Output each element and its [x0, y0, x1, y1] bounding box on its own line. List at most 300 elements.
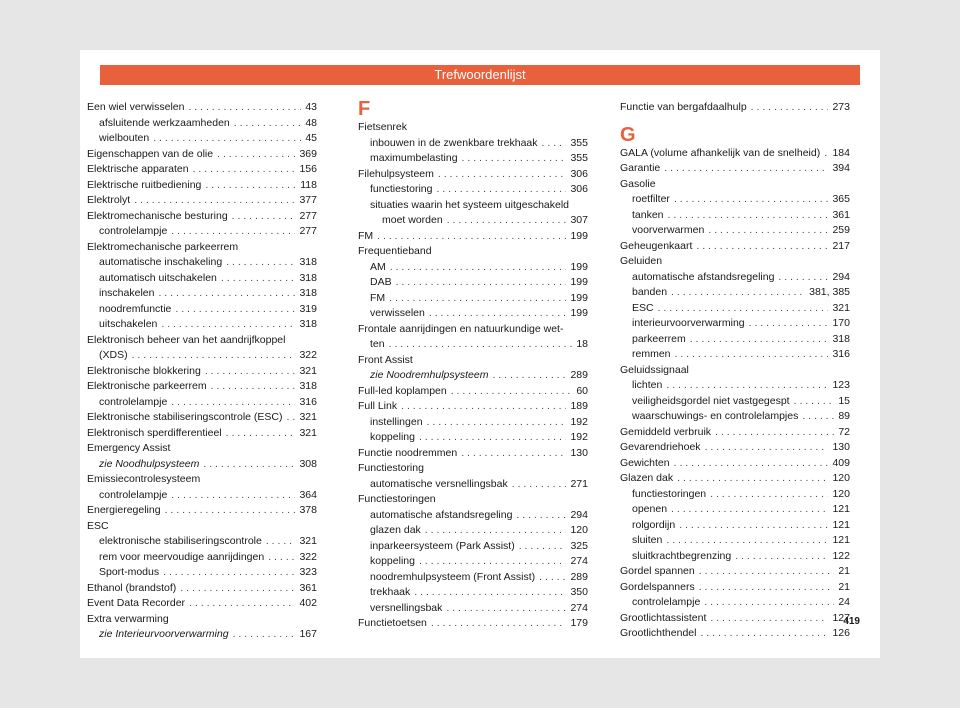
entry-page: 15: [838, 394, 850, 407]
entry-page: 127: [832, 611, 850, 624]
entry-term: situaties waarin het systeem uitgeschakeld: [370, 198, 570, 211]
entry-page: 318: [299, 256, 317, 268]
index-entry: [358, 291, 588, 307]
index-entry: [87, 565, 317, 581]
leader-dots: [690, 332, 829, 348]
leader-dots: [542, 136, 567, 152]
entry-term: Geluiden: [620, 255, 663, 267]
index-entry: [358, 446, 588, 462]
entry-page: 179: [570, 617, 588, 629]
index-entry: [87, 472, 317, 488]
entry-page: 24: [838, 596, 850, 608]
leader-dots: [205, 178, 296, 194]
index-entry: [87, 519, 317, 535]
leader-dots: [436, 182, 566, 198]
entry-page: 274: [570, 601, 588, 614]
entry-page: 120: [832, 487, 850, 500]
entry-term: Elektronische parkeerrem: [87, 380, 207, 392]
entry-page: 21: [838, 565, 850, 577]
index-entry: [87, 550, 317, 566]
index-entry: [620, 533, 850, 549]
leader-dots: [715, 425, 834, 441]
index-entry: [358, 306, 588, 322]
entry-page: 217: [832, 239, 850, 252]
leader-dots: [158, 286, 295, 302]
leader-dots: [429, 306, 567, 322]
leader-dots: [675, 347, 829, 363]
entry-term: Elektronisch beheer van het aandrijfkoppel: [87, 333, 286, 346]
leader-dots: [226, 426, 296, 442]
entry-page: 259: [832, 224, 850, 236]
entry-term: automatische versnellingsbak: [370, 477, 508, 490]
index-entry: [87, 410, 317, 426]
entry-page: 273: [832, 101, 850, 113]
index-entry: [87, 147, 317, 163]
entry-term: (XDS): [99, 349, 128, 361]
entry-term: zie Noodhulpsysteem: [99, 457, 200, 470]
entry-term: Gordel spannen: [620, 565, 695, 577]
entry-page: 123: [832, 379, 850, 391]
leader-dots: [802, 409, 834, 425]
section-letter: G: [620, 123, 636, 146]
index-entry: [87, 255, 317, 271]
entry-page: 121: [832, 518, 850, 531]
leader-dots: [203, 457, 295, 473]
index-entry: [358, 554, 588, 570]
leader-dots: [710, 487, 828, 503]
entry-term: openen: [632, 503, 668, 515]
entry-page: 89: [838, 410, 850, 422]
index-entry: [620, 626, 850, 642]
entry-term: inparkeersysteem (Park Assist): [370, 539, 515, 552]
index-entry: [620, 208, 850, 224]
leader-dots: [705, 440, 829, 456]
index-entry: [620, 487, 850, 503]
leader-dots: [389, 337, 573, 353]
entry-term: Elektronische stabiliseringscontrole (ESC): [87, 411, 283, 423]
index-column-3: [620, 100, 850, 642]
entry-page: 321: [299, 411, 317, 423]
leader-dots: [668, 208, 829, 224]
leader-dots: [674, 456, 829, 472]
entry-term: ten: [370, 338, 385, 350]
entry-term: uitschakelen: [99, 318, 158, 330]
entry-term: Een wiel verwisselen: [87, 101, 185, 113]
index-entry: [87, 441, 317, 457]
entry-term: Functiestoring: [358, 462, 424, 474]
leader-dots: [671, 502, 828, 518]
index-entry: [87, 193, 317, 209]
index-entry: [87, 131, 317, 147]
index-entry: [358, 353, 588, 369]
entry-term: Elektrolyt: [87, 194, 131, 206]
entry-term: parkeerrem: [632, 332, 686, 345]
entry-term: Full-led koplampen: [358, 384, 447, 397]
entry-term: Elektrische ruitbediening: [87, 178, 202, 191]
leader-dots: [226, 255, 295, 271]
index-entry: [358, 120, 588, 136]
index-entry: [87, 333, 317, 349]
leader-dots: [234, 116, 302, 132]
entry-term: voorverwarmen: [632, 224, 705, 236]
entry-page: 307: [570, 214, 588, 226]
index-entry: [620, 409, 850, 425]
entry-page: 43: [305, 101, 317, 113]
entry-term: Grootlichthendel: [620, 627, 697, 639]
index-entry: [87, 426, 317, 442]
entry-term: koppeling: [370, 555, 415, 567]
index-entry: [358, 570, 588, 586]
index-entry: [620, 223, 850, 239]
entry-page: 277: [299, 209, 317, 222]
entry-page: 126: [832, 627, 850, 639]
entry-term: zie Noodremhulpsysteem: [370, 369, 489, 381]
index-entry: [358, 198, 588, 214]
index-entry: [358, 368, 588, 384]
leader-dots: [492, 368, 566, 384]
entry-page: 289: [570, 570, 588, 583]
leader-dots: [666, 533, 828, 549]
entry-page: 355: [570, 152, 588, 164]
entry-term: Sport-modus: [99, 566, 160, 578]
index-entry: [620, 378, 850, 394]
entry-page: 192: [570, 415, 588, 428]
leader-dots: [153, 131, 301, 147]
index-entry: [620, 347, 850, 363]
entry-page: 120: [832, 472, 850, 484]
entry-term: glazen dak: [370, 524, 421, 536]
entry-page: 306: [570, 183, 588, 195]
leader-dots: [171, 224, 295, 240]
leader-dots: [461, 446, 566, 462]
entry-page: 199: [570, 229, 588, 242]
index-entry: [620, 301, 850, 317]
entry-page: 121: [832, 503, 850, 515]
leader-dots: [794, 394, 835, 410]
leader-dots: [447, 213, 567, 229]
leader-dots: [824, 146, 828, 162]
entry-page: 45: [305, 132, 317, 144]
index-entry: [358, 213, 588, 229]
index-entry: [358, 167, 588, 183]
entry-term: controlelampje: [99, 225, 168, 237]
entry-page: 318: [299, 380, 317, 392]
entry-term: Elektronisch sperdifferentieel: [87, 426, 222, 439]
leader-dots: [751, 100, 829, 116]
entry-term: zie Interieurvoorverwarming: [99, 628, 229, 640]
index-column-1: [87, 100, 317, 643]
entry-term: controlelampje: [632, 596, 701, 608]
index-entry: [358, 229, 588, 245]
leader-dots: [674, 192, 829, 208]
leader-dots: [519, 539, 567, 555]
index-entry: [620, 146, 850, 162]
leader-dots: [699, 564, 835, 580]
entry-term: Functiestoringen: [358, 493, 436, 505]
entry-term: controlelampje: [99, 395, 168, 408]
index-entry: [620, 332, 850, 348]
leader-dots: [419, 430, 567, 446]
index-entry: [620, 440, 850, 456]
entry-page: 321: [299, 364, 317, 377]
index-entry: [358, 616, 588, 632]
entry-page: 294: [570, 508, 588, 521]
index-entry: [87, 534, 317, 550]
entry-term: Functie van bergafdaalhulp: [620, 101, 747, 113]
entry-term: veiligheidsgordel niet vastgegespt: [632, 394, 790, 407]
entry-page: 316: [299, 395, 317, 408]
entry-term: Energieregeling: [87, 504, 161, 516]
entry-term: Event Data Recorder: [87, 597, 186, 609]
index-entry: [87, 581, 317, 597]
index-entry: [620, 425, 850, 441]
entry-term: versnellingsbak: [370, 601, 443, 614]
entry-page: 271: [570, 477, 588, 490]
leader-dots: [431, 616, 567, 632]
entry-page: 318: [299, 287, 317, 299]
leader-dots: [193, 162, 296, 178]
index-entry: [620, 611, 850, 627]
entry-page: 377: [299, 194, 317, 206]
leader-dots: [419, 554, 567, 570]
index-entry: [358, 337, 588, 353]
index-entry: [87, 457, 317, 473]
entry-term: Gemiddeld verbruik: [620, 425, 712, 438]
leader-dots: [700, 626, 828, 642]
entry-term: Ethanol (brandstof): [87, 581, 177, 594]
leader-dots: [679, 518, 828, 534]
entry-term: trekhaak: [370, 586, 411, 598]
entry-page: 361: [832, 208, 850, 221]
entry-term: Front Assist: [358, 353, 413, 366]
index-entry: [358, 244, 588, 260]
index-entry: [87, 596, 317, 612]
entry-page: 289: [570, 369, 588, 381]
entry-page: 122: [832, 549, 850, 562]
leader-dots: [233, 627, 296, 643]
index-entry: [358, 508, 588, 524]
index-entry: [358, 399, 588, 415]
index-entry: [620, 580, 850, 596]
entry-page: 48: [305, 116, 317, 129]
index-entry: [358, 523, 588, 539]
index-entry: [620, 161, 850, 177]
leader-dots: [658, 301, 829, 317]
leader-dots: [205, 364, 296, 380]
entry-term: Full Link: [358, 400, 398, 412]
page-number: 419: [843, 616, 860, 627]
index-entry: [87, 612, 317, 628]
leader-dots: [539, 570, 566, 586]
index-entry: [358, 415, 588, 431]
entry-term: Frequentieband: [358, 245, 432, 257]
leader-dots: [171, 395, 295, 411]
index-entry: [87, 178, 317, 194]
entry-term: ESC: [632, 301, 654, 314]
entry-page: 189: [570, 400, 588, 412]
leader-dots: [735, 549, 828, 565]
entry-page: 308: [299, 457, 317, 470]
leader-dots: [512, 477, 567, 493]
entry-term: automatische afstandsregeling: [632, 270, 775, 283]
entry-page: 121: [832, 534, 850, 546]
index-entry: [620, 363, 850, 379]
index-entry: [87, 348, 317, 364]
entry-page: 184: [832, 146, 850, 159]
entry-term: Gasolie: [620, 177, 656, 190]
leader-dots: [451, 384, 573, 400]
leader-dots: [165, 503, 296, 519]
entry-term: FM: [370, 291, 386, 304]
entry-term: functiestoringen: [632, 487, 707, 500]
entry-term: Elektromechanische parkeerrem: [87, 240, 239, 253]
index-entry: [620, 595, 850, 611]
leader-dots: [749, 316, 829, 332]
entry-term: AM: [370, 260, 386, 273]
entry-term: Glazen dak: [620, 472, 674, 484]
leader-dots: [211, 379, 296, 395]
entry-page: 350: [570, 586, 588, 598]
entry-term: Gordelspanners: [620, 580, 695, 593]
entry-term: wielbouten: [99, 132, 150, 144]
leader-dots: [268, 550, 295, 566]
index-entry: [620, 564, 850, 580]
leader-dots: [377, 229, 566, 245]
index-entry: [620, 518, 850, 534]
entry-page: 402: [299, 597, 317, 609]
leader-dots: [710, 611, 828, 627]
entry-term: DAB: [370, 276, 392, 288]
entry-page: 156: [299, 163, 317, 175]
index-entry: [87, 488, 317, 504]
entry-term: Fietsenrek: [358, 121, 408, 133]
leader-dots: [396, 275, 567, 291]
leader-dots: [677, 471, 828, 487]
entry-term: automatische inschakeling: [99, 256, 223, 268]
entry-term: waarschuwings- en controlelampjes: [632, 410, 799, 422]
entry-term: Gevarendriehoek: [620, 441, 701, 453]
leader-dots: [232, 209, 296, 225]
page-header-banner: Trefwoordenlijst: [100, 65, 860, 85]
index-entry: [620, 100, 850, 116]
index-entry: [358, 430, 588, 446]
entry-page: 21: [838, 580, 850, 593]
entry-term: verwisselen: [370, 307, 425, 319]
entry-page: 364: [299, 488, 317, 501]
leader-dots: [778, 270, 828, 286]
entry-page: 378: [299, 504, 317, 516]
entry-term: lichten: [632, 379, 663, 391]
leader-dots: [462, 151, 567, 167]
leader-dots: [189, 596, 295, 612]
entry-term: Elektronische blokkering: [87, 364, 201, 377]
leader-dots: [671, 285, 805, 301]
entry-term: instellingen: [370, 415, 423, 428]
entry-term: noodremfunctie: [99, 302, 172, 315]
entry-term: Elektrische apparaten: [87, 163, 189, 175]
entry-page: 274: [570, 555, 588, 567]
entry-term: elektronische stabiliseringscontrole: [99, 535, 262, 547]
entry-term: roetfilter: [632, 193, 670, 205]
entry-page: 294: [832, 270, 850, 283]
entry-term: remmen: [632, 348, 671, 360]
index-entry: [87, 162, 317, 178]
index-entry: [358, 260, 588, 276]
entry-page: 118: [300, 178, 317, 191]
leader-dots: [161, 317, 295, 333]
leader-dots: [446, 601, 566, 617]
entry-page: 369: [299, 147, 317, 160]
index-entry: [620, 456, 850, 472]
entry-term: rem voor meervoudige aanrijdingen: [99, 550, 265, 563]
index-entry: [87, 209, 317, 225]
entry-page: 18: [576, 338, 588, 350]
entry-term: moet worden: [382, 214, 443, 226]
entry-page: 277: [299, 225, 317, 237]
index-entry: [87, 116, 317, 132]
index-entry: [358, 322, 588, 338]
entry-page: 322: [299, 550, 317, 563]
leader-dots: [708, 223, 828, 239]
entry-term: maximumbelasting: [370, 152, 458, 164]
index-entry: [358, 182, 588, 198]
index-entry: [620, 192, 850, 208]
entry-page: 60: [576, 384, 588, 397]
leader-dots: [699, 580, 835, 596]
index-entry: [620, 270, 850, 286]
index-entry: [620, 316, 850, 332]
leader-dots: [221, 271, 296, 287]
index-entry: [358, 601, 588, 617]
entry-term: Geheugenkaart: [620, 239, 693, 252]
index-entry: [358, 539, 588, 555]
leader-dots: [188, 100, 301, 116]
entry-term: Garantie: [620, 162, 661, 174]
entry-page: 170: [832, 317, 850, 329]
leader-dots: [180, 581, 295, 597]
index-entry: [358, 461, 588, 477]
entry-page: 325: [570, 539, 588, 552]
index-column-2: [358, 98, 588, 632]
index-entry: [620, 254, 850, 270]
entry-page: 323: [299, 566, 317, 578]
entry-term: Emissiecontrolesysteem: [87, 473, 201, 485]
entry-page: 306: [570, 167, 588, 180]
index-entry: [358, 585, 588, 601]
entry-page: 321: [299, 535, 317, 547]
entry-term: Eigenschappen van de olie: [87, 147, 214, 160]
entry-term: controlelampje: [99, 488, 168, 501]
index-entry: [87, 395, 317, 411]
index-entry: [620, 177, 850, 193]
index-entry: [87, 224, 317, 240]
leader-dots: [389, 291, 566, 307]
entry-page: 321: [299, 426, 317, 439]
entry-page: 199: [570, 307, 588, 319]
leader-dots: [516, 508, 566, 524]
entry-term: automatische afstandsregeling: [370, 508, 513, 521]
index-entry: [87, 100, 317, 116]
entry-page: 409: [832, 456, 850, 469]
index-page: [80, 50, 880, 658]
index-entry: [87, 503, 317, 519]
index-entry: [87, 364, 317, 380]
entry-term: Extra verwarming: [87, 612, 169, 625]
entry-term: FM: [358, 229, 374, 242]
leader-dots: [664, 161, 828, 177]
entry-page: 361: [299, 581, 317, 594]
leader-dots: [134, 193, 295, 209]
